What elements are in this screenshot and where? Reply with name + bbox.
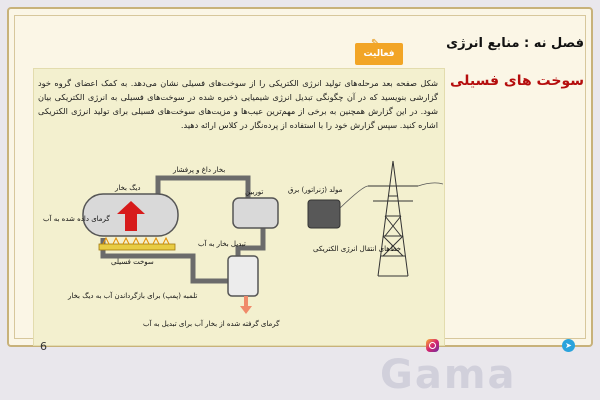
cooling-arrow xyxy=(240,296,252,314)
label-condenser: تبدیل بخار به آب xyxy=(198,240,246,248)
label-heat-out: گرمای گرفته شده از بخار آب برای تبدیل به آب xyxy=(143,320,280,328)
activity-badge: فعالیت xyxy=(355,43,403,65)
label-turbine: توربین xyxy=(245,188,264,196)
label-generator: مولد (ژنراتور) برق xyxy=(288,186,343,194)
turbine xyxy=(233,198,278,228)
instagram-icon[interactable] xyxy=(426,339,439,352)
label-fuel: سوخت فسیلی xyxy=(111,258,154,266)
power-plant-diagram xyxy=(33,156,443,344)
condenser xyxy=(228,256,258,296)
fuel-burner xyxy=(99,238,175,250)
topic-title xyxy=(438,73,584,89)
label-boiler: دیگ بخار xyxy=(115,184,141,192)
label-steam: بخار داغ و پرفشار xyxy=(173,166,226,174)
chapter-title: فصل نه : منابع انرژی xyxy=(446,36,584,51)
activity-paragraph: شکل صفحه بعد مرحله‌های تولید انرژی الکتریکی را از سوخت‌های فسیلی نشان می‌دهد. به کمک اعضای گروه خود گزارشی بنویسید که در آن چگونگی تبدیل انرژی شیمیایی ذخیره شده در سوخت‌های فسیلی به انرژی الکتریکی بیان شود. در این گزارش همچنین به برخی از مهم‌ترین عیب‌ها و مزیت‌های سوخت‌های فسیلی برای تولید انرژی الکتریکی اشاره کنید. سپس گزارش خود را با استفاده از پرده‌نگار در کلاس ارائه دهید. xyxy=(38,78,438,130)
page-number: 6 xyxy=(40,340,47,353)
transmission-line xyxy=(340,183,443,208)
telegram-icon[interactable]: ➤ xyxy=(562,339,575,352)
pylon xyxy=(368,161,418,276)
label-pump: تلمبه (پمپ) برای بازگرداندن آب به دیگ بخار xyxy=(68,292,198,300)
generator xyxy=(308,200,340,228)
topic-text: سوخت های فسیلی xyxy=(449,73,584,89)
label-heat: گرمای داده شده به آب xyxy=(43,215,110,223)
label-lines: خط‌های انتقال انرژی الکتریکی xyxy=(313,245,401,253)
watermark: Gama xyxy=(380,352,517,398)
